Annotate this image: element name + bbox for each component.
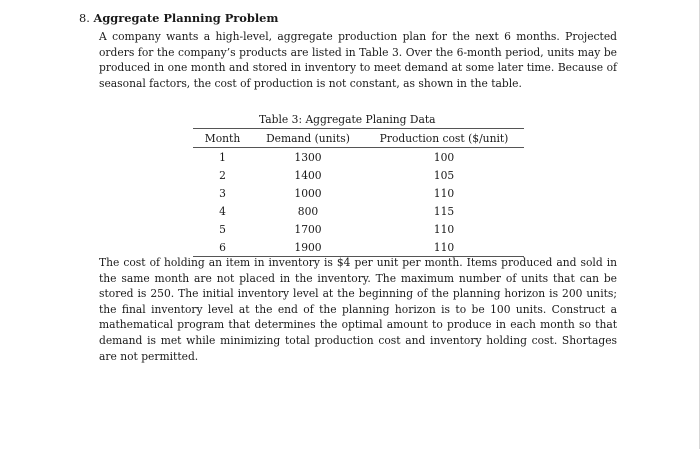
cell-demand: 1900	[252, 238, 364, 257]
table-row	[193, 166, 524, 184]
cell-demand: 1700	[294, 222, 322, 236]
table-row	[193, 202, 524, 220]
table-row	[193, 184, 524, 202]
table-caption: Table 3: Aggregate Planing Data	[259, 113, 436, 126]
cell-cost: 115	[433, 204, 455, 218]
cell-cost: 110	[433, 186, 455, 200]
table-header-row	[193, 129, 524, 148]
cell-month: 4	[219, 204, 226, 218]
cell-demand: 1400	[294, 168, 322, 182]
table-row	[193, 220, 524, 238]
cell-demand: 1000	[294, 186, 322, 200]
problem-title: Aggregate Planning Problem	[93, 11, 279, 25]
header-month: Month	[193, 129, 252, 148]
cell-demand: 800	[297, 204, 319, 218]
problem-number: 8.	[79, 11, 90, 25]
cell-cost: 110	[364, 238, 524, 257]
outro-paragraph: The cost of holding an item in inventory is $4 per unit per month. Items produced and sold in the same month are not placed in the inventory. The maximum number of units that can be stored is 250. The initial inventory level at the beginning of the planning horizon is 200 units; the final inventory level at the end of the planning horizon is to be 100 units. Construct a mathematical program that determines the optimal amount to produce in each month so that demand is met while minimizing total production cost and inventory holding cost. Shortages are not permitted.	[99, 256, 617, 363]
cell-cost: 105	[433, 168, 455, 182]
problem-heading	[79, 11, 278, 26]
header-demand: Demand (units)	[252, 129, 364, 148]
cell-cost: 100	[433, 150, 455, 164]
aggregate-planning-table	[193, 128, 524, 257]
cell-month: 3	[219, 186, 226, 200]
table-row	[193, 148, 524, 167]
cell-month: 1	[219, 150, 226, 164]
header-production-cost: Production cost ($/unit)	[364, 129, 524, 148]
cell-month: 5	[219, 222, 226, 236]
cell-month: 2	[219, 168, 226, 182]
cell-month: 6	[193, 238, 252, 257]
table-row	[193, 238, 524, 257]
cell-demand: 1300	[294, 150, 322, 164]
cell-cost: 110	[433, 222, 455, 236]
intro-paragraph: A company wants a high-level, aggregate production plan for the next 6 months. Projected orders for the company’s products are listed in Table 3. Over the 6-month period, units may be produced in one month and stored in inventory to meet demand at some later time. Because of seasonal factors, the cost of production is not constant, as shown in the table.	[99, 30, 617, 90]
